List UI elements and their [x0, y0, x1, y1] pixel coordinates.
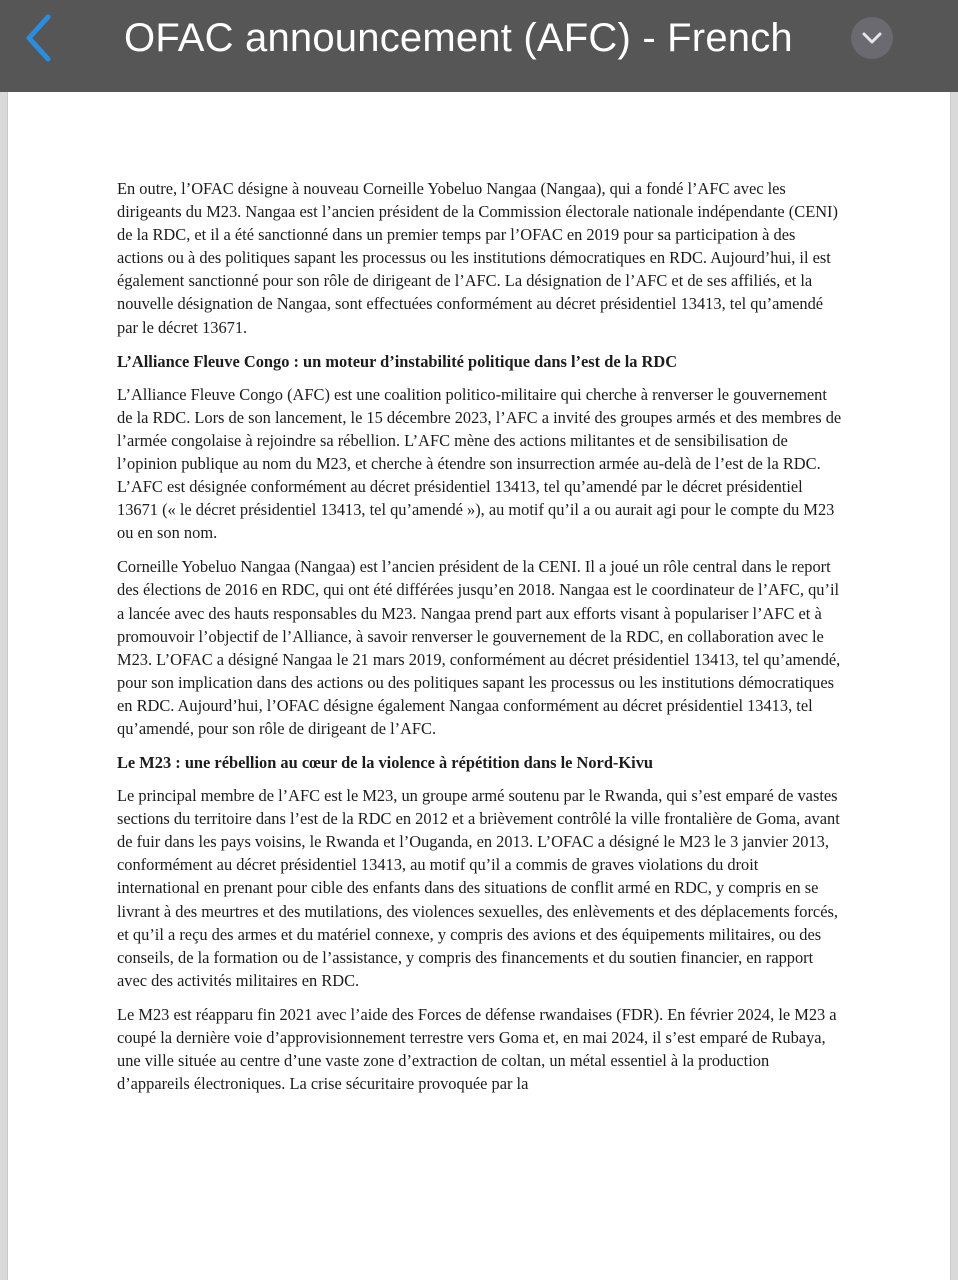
paragraph-redesignation: En outre, l’OFAC désigne à nouveau Corneille Yobeluo Nangaa (Nangaa), qui a fondé l’AFC avec les dirigeants du M23. Nangaa est l’ancien président de la Commission électorale nationale indépendante (CENI) de la RDC, et il a été sanctionné dans un premier temps par l’OFAC en 2019 pour sa participation à des actions ou à des politiques sapant les processus ou les institutions démocratiques en RDC. Aujourd’hui, il est également sanctionné pour son rôle de dirigeant de l’AFC. La désignation de l’AFC et de ses affiliés, et la nouvelle désignation de Nangaa, sont effectuées conformément au décret présidentiel 13413, tel qu’amendé par le décret 13671.	[117, 179, 838, 337]
paragraph-afc: L’Alliance Fleuve Congo (AFC) est une coalition politico-militaire qui cherche à renverser le gouvernement de la RDC. Lors de son lancement, le 15 décembre 2023, l’AFC a invité des groupes armés et des membres de l’armée congolaise à rejoindre sa rébellion. L’AFC mène des actions militantes et de sensibilisation de l’opinion publique au nom du M23, et cherche à étendre son insurrection armée au-delà de l’est de la RDC. L’AFC est désignée conformément au décret présidentiel 13413, tel qu’amendé par le décret présidentiel 13671 (« le décret présidentiel 13413, tel qu’amendé »), au motif qu’il a ou aurait agi pour le compte du M23 ou en son nom.	[117, 384, 842, 543]
document-body	[117, 177, 845, 1106]
chevron-down-icon	[862, 32, 882, 44]
heading-m23: Le M23 : une rébellion au cœur de la violence à répétition dans le Nord-Kivu	[117, 753, 654, 773]
chevron-left-icon	[24, 14, 52, 62]
document-title: OFAC announcement (AFC) - French	[124, 16, 793, 60]
paragraph-nangaa: Corneille Yobeluo Nangaa (Nangaa) est l’ancien président de la CENI. Il a joué un rôle central dans le report des élections de 2016 en RDC, qui ont été différées jusqu’en 2018. Nangaa est le coordinateur de l’AFC, qu’il a lancée avec des hauts responsables du M23. Nangaa prend part aux efforts visant à populariser l’AFC et à promouvoir l’objectif de l’Alliance, à savoir renverser le gouvernement de la RDC, en collaboration avec le M23. L’OFAC a désigné Nangaa le 21 mars 2019, conformément au décret présidentiel 13413, tel qu’amendé, pour son implication dans des actions ou des politiques sapant les processus ou les institutions démocratiques en RDC. Aujourd’hui, l’OFAC désigne également Nangaa conformément au décret présidentiel 13413, tel qu’amendé, pour son rôle de dirigeant de l’AFC.	[117, 557, 841, 738]
options-dropdown-button[interactable]	[851, 17, 893, 59]
top-bar	[0, 0, 958, 92]
paragraph-m23-history: Le principal membre de l’AFC est le M23, un groupe armé soutenu par le Rwanda, qui s’est emparé de vastes sections du territoire dans l’est de la RDC en 2012 et a brièvement contrôlé la ville frontalière de Goma, avant de fuir dans les pays voisins, le Rwanda et l’Ouganda, en 2013. L’OFAC a désigné le M23 le 3 janvier 2013, conformément au décret présidentiel 13413, au motif qu’il a commis de graves violations du droit international en prenant pour cible des enfants dans des situations de conflit armé en RDC, y compris en se livrant à des meurtres et des mutilations, des violences sexuelles, des enlèvements et des déplacements forcés, et qu’il a reçu des armes et du matériel connexe, y compris des avions et des équipements militaires, ou des conseils, de la formation ou de l’assistance, y compris des financements et du soutien financier, en rapport avec des activités militaires en RDC.	[117, 786, 840, 990]
back-button[interactable]	[18, 12, 58, 64]
paragraph-m23-resurgence: Le M23 est réapparu fin 2021 avec l’aide des Forces de défense rwandaises (FDR). En février 2024, le M23 a coupé la dernière voie d’approvisionnement terrestre vers Goma et, en mai 2024, il s’est emparé de Rubaya, une ville située au centre d’une vaste zone d’extraction de coltan, un métal essentiel à la production d’appareils électroniques. La crise sécuritaire provoquée par la	[117, 1004, 837, 1094]
heading-afc: L’Alliance Fleuve Congo : un moteur d’instabilité politique dans l’est de la RDC	[117, 351, 678, 371]
